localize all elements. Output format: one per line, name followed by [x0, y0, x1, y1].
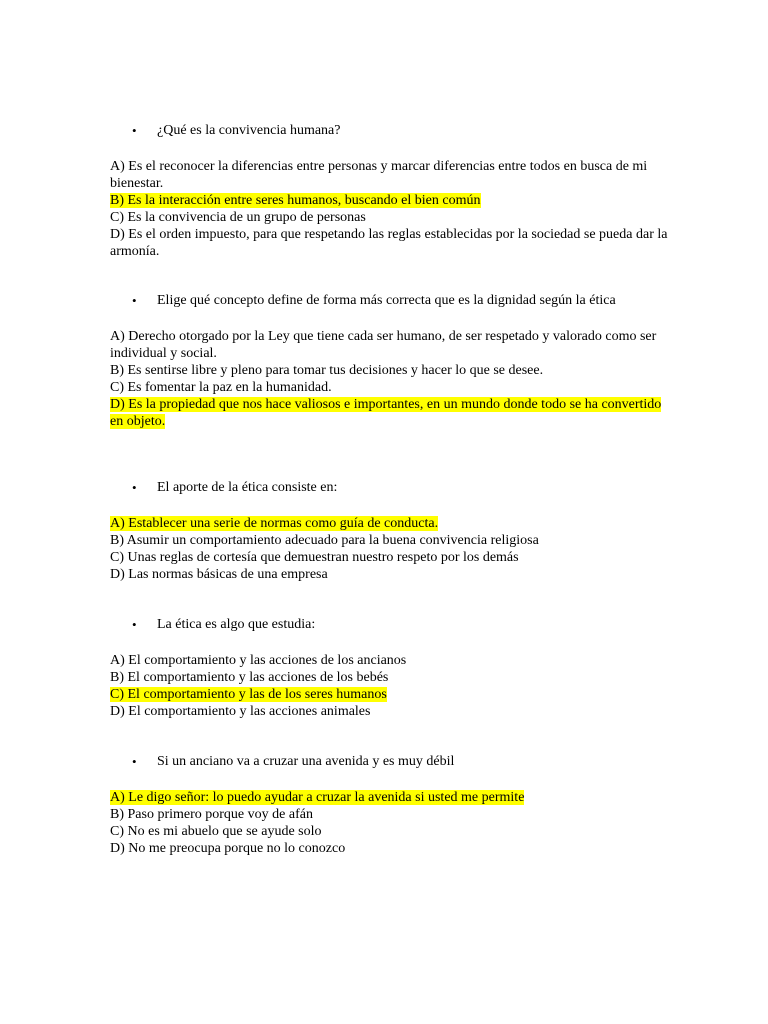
- question-text: El aporte de la ética consiste en:: [157, 480, 338, 495]
- option-text: C) No es mi abuelo que se ayude solo: [110, 824, 322, 839]
- option-text: C) Unas reglas de cortesía que demuestran nuestro respeto por los demás: [110, 550, 519, 565]
- option-d: [110, 396, 670, 430]
- option-a: [110, 158, 670, 192]
- question-text: Si un anciano va a cruzar una avenida y es muy débil: [157, 754, 455, 769]
- option-b: [110, 669, 670, 686]
- option-b: [110, 532, 670, 549]
- option-text-highlighted: A) Establecer una serie de normas como guía de conducta.: [110, 516, 439, 531]
- bullet-icon: •: [132, 123, 137, 138]
- option-d: [110, 566, 670, 583]
- option-text-highlighted: A) Le digo señor: lo puedo ayudar a cruzar la avenida si usted me permite: [110, 790, 525, 805]
- question-block-4: [110, 616, 670, 720]
- option-text-highlighted: C) El comportamiento y las de los seres humanos: [110, 687, 387, 702]
- question-block-5: [110, 753, 670, 857]
- option-text: D) Las normas básicas de una empresa: [110, 567, 328, 582]
- option-text: B) Asumir un comportamiento adecuado para la buena convivencia religiosa: [110, 533, 539, 548]
- option-d: [110, 703, 670, 720]
- option-text: A) El comportamiento y las acciones de los ancianos: [110, 653, 407, 668]
- option-c: [110, 549, 670, 566]
- options-list: [110, 328, 670, 430]
- bullet-icon: •: [132, 754, 137, 769]
- option-text-highlighted: B) Es la interacción entre seres humanos, buscando el bien común: [110, 193, 481, 208]
- option-text-highlighted: D) Es la propiedad que nos hace valiosos e importantes, en un mundo donde todo se ha convertido en objeto.: [110, 397, 662, 429]
- option-c: [110, 686, 670, 703]
- option-text: B) El comportamiento y las acciones de los bebés: [110, 670, 389, 685]
- option-b: [110, 362, 670, 379]
- options-list: [110, 652, 670, 720]
- question-5: [110, 753, 670, 770]
- bullet-icon: •: [132, 617, 137, 632]
- question-text: Elige qué concepto define de forma más correcta que es la dignidad según la ética: [157, 293, 616, 308]
- question-3: [110, 479, 670, 496]
- option-d: [110, 840, 670, 857]
- question-1: [110, 122, 670, 139]
- option-text: D) Es el orden impuesto, para que respetando las reglas establecidas por la sociedad se pueda dar la armonía.: [110, 227, 668, 259]
- options-list: [110, 789, 670, 857]
- question-text: La ética es algo que estudia:: [157, 617, 316, 632]
- option-b: [110, 192, 670, 209]
- option-b: [110, 806, 670, 823]
- option-text: A) Derecho otorgado por la Ley que tiene cada ser humano, de ser respetado y valorado como ser individual y social.: [110, 329, 657, 361]
- option-a: [110, 515, 670, 532]
- options-list: [110, 515, 670, 583]
- bullet-icon: •: [132, 293, 137, 308]
- question-block-3: [110, 479, 670, 583]
- option-text: B) Es sentirse libre y pleno para tomar tus decisiones y hacer lo que se desee.: [110, 363, 544, 378]
- option-a: [110, 328, 670, 362]
- option-text: C) Es la convivencia de un grupo de personas: [110, 210, 366, 225]
- question-block-2: [110, 292, 670, 430]
- option-text: C) Es fomentar la paz en la humanidad.: [110, 380, 332, 395]
- question-block-1: [110, 122, 670, 260]
- option-a: [110, 789, 670, 806]
- option-c: [110, 209, 670, 226]
- option-a: [110, 652, 670, 669]
- option-text: D) No me preocupa porque no lo conozco: [110, 841, 346, 856]
- question-text: ¿Qué es la convivencia humana?: [157, 123, 341, 138]
- option-text: A) Es el reconocer la diferencias entre personas y marcar diferencias entre todos en busca de mi bienestar.: [110, 159, 648, 191]
- option-c: [110, 823, 670, 840]
- bullet-icon: •: [132, 480, 137, 495]
- question-4: [110, 616, 670, 633]
- option-c: [110, 379, 670, 396]
- options-list: [110, 158, 670, 260]
- option-text: B) Paso primero porque voy de afán: [110, 807, 313, 822]
- question-2: [110, 292, 670, 309]
- option-d: [110, 226, 670, 260]
- option-text: D) El comportamiento y las acciones animales: [110, 704, 371, 719]
